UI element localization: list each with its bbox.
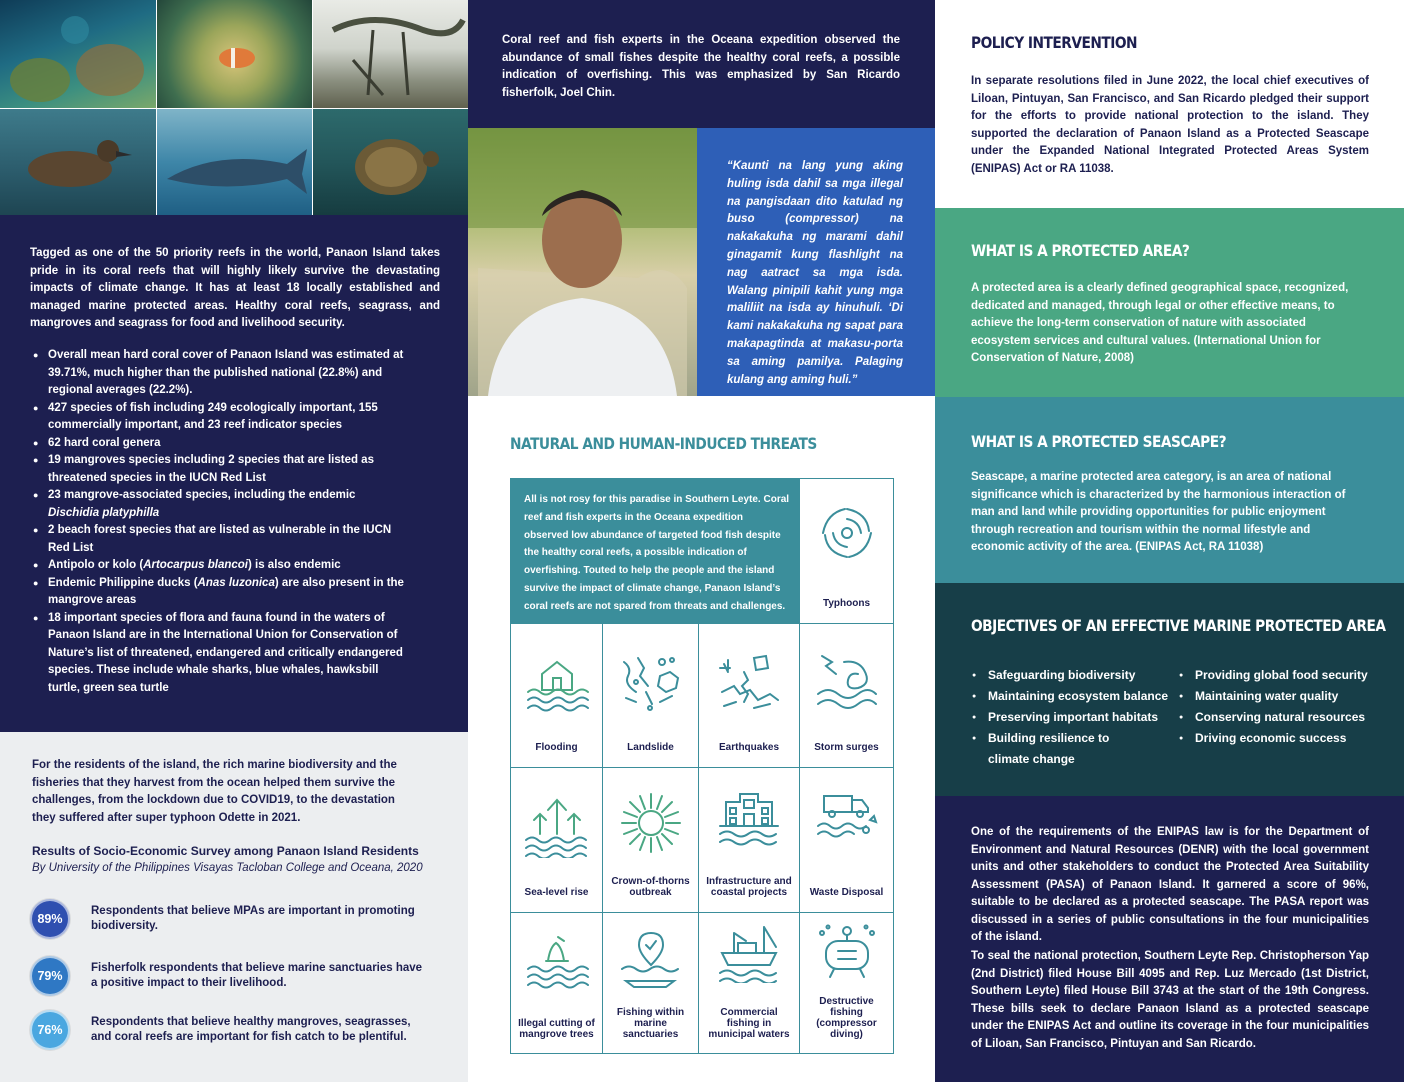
stat-text: Respondents that believe healthy mangroves, seagrasses, and coral reefs are important for fish catch to be plentiful. (91, 1016, 411, 1043)
enipas-text: (PASA) of Panaon Island. It garnered a score of 96%, suitable to be declared as a protected seascape. The PASA report was discussed in a series of public consultations in the four municipalities of the island. (971, 878, 1369, 943)
threat-landslide (603, 624, 699, 768)
island-facts-panel (0, 215, 468, 732)
mpa-objectives-panel (935, 583, 1404, 796)
residents-text: For the residents of the island, the rich marine biodiversity and the fisheries that they harvest from the ocean helped them survive the challenges, from the lockdown due to COVID19, to the devastation they suffered after super typhoon Odette in 2021. (32, 759, 397, 824)
objective-item: ● Driving economic success (1179, 728, 1389, 749)
fact-text: 62 hard coral genera (48, 436, 161, 449)
photo-duck (0, 109, 156, 215)
turtle-shape (313, 109, 468, 215)
intro-text: Tagged as one of the 50 priority reefs in the world, Panaon Island takes pride in its coral reefs that will highly likely survive the devastating impacts of climate change. It has at least 18 locally established and managed marine protected areas. Healthy coral reefs, seagrass, and mangroves and seagrass for food and livelihood security. (30, 247, 440, 329)
threat-label: Storm surges (814, 742, 879, 753)
policy-heading: POLICY INTERVENTION (971, 33, 1138, 52)
enipas-text: To seal the national protection, (971, 950, 1145, 962)
stat-text: Fisherfolk respondents that believe marine sanctuaries have a positive impact to their livelihood. (91, 962, 423, 989)
protected-area-heading: WHAT IS A PROTECTED AREA? (971, 241, 1190, 260)
duck-shape (0, 109, 156, 215)
threat-label: Illegal cutting of mangrove trees (518, 1018, 595, 1040)
fact-species-name: Artocarpus blancoi (143, 559, 248, 571)
policy-text: In separate resolutions filed in June 2022, the local chief executives of Liloan, Pintuyan, San Francisco, and San Ricardo pledged their support for the efforts to provide national protection to the island. They supported the declaration of Panaon Island as a Protected Seascape under the Expanded National Integrated Protected Areas System (ENIPAS) Act or RA 11038. (971, 75, 1369, 175)
fact-text: ) are also present in the mangrove areas (48, 576, 404, 606)
rep-mercado: Rep. Luz Mercado (1194, 967, 1297, 980)
threat-label: Earthquakes (718, 742, 780, 753)
coral-shapes (0, 0, 156, 108)
fact-iucn-species (32, 610, 412, 698)
threat-storm-surges (800, 624, 894, 768)
threats-intro-box (511, 479, 800, 624)
fact-coral-genera (32, 435, 412, 453)
threat-label: Commercial fishing in municipal waters (708, 1007, 790, 1040)
threat-label: Flooding (535, 742, 578, 753)
fact-ducks (32, 575, 412, 610)
threat-sea-level-rise (511, 768, 603, 913)
threat-typhoons (800, 479, 894, 624)
protected-area-text: A protected area is a clearly defined geographical space, recognized, dedicated and managed, through legal or other effective means, to achieve the long-term conservation of nature with associated ecosystem services and cultural values. (International Union for Conservation of Nature, 2008) (971, 282, 1349, 364)
threat-infrastructure (699, 768, 800, 913)
fact-text: Antipolo or kolo ( (48, 559, 144, 571)
threats-grid (510, 478, 894, 1054)
threat-label: Infrastructure and coastal projects (706, 876, 792, 898)
protected-area-panel (935, 208, 1404, 397)
threats-heading: NATURAL AND HUMAN-INDUCED THREATS (510, 434, 817, 453)
stat-mpa-biodiversity (30, 899, 431, 939)
fact-text: Overall mean hard coral cover of Panaon Island was estimated at 39.71%, much higher than the published national (22.8%) and regional averages (22.2%). (48, 349, 404, 396)
stat-badge: 89% (30, 899, 70, 939)
fact-mangrove-associated (32, 487, 412, 522)
threat-earthquakes (699, 624, 800, 768)
seascape-heading: WHAT IS A PROTECTED SEASCAPE? (971, 432, 1227, 451)
typhoon-icon (817, 503, 877, 563)
earthquake-icon (714, 652, 784, 714)
compressor-icon (814, 923, 880, 983)
threat-crown-of-thorns (603, 768, 699, 913)
objectives-list-left (972, 665, 1172, 770)
objective-item: ● Maintaining water quality (1179, 686, 1389, 707)
threat-label: Typhoons (822, 598, 871, 609)
survey-byline: By University of the Philippines Visayas Tacloban College and Oceana, 2020 (32, 862, 423, 874)
objectives-list-right (1179, 665, 1389, 749)
threat-label: Landslide (627, 742, 674, 753)
threat-label: Sea-level rise (524, 887, 589, 898)
fact-text: 18 important species of flora and fauna found in the waters of Panaon Island are in the International Union for Conservation of Nature’s list of threatened, endangered and critically endangered species. These include whale sharks, blue whales, hawksbill turtle, green sea turtle (48, 611, 403, 694)
photo-mangroves (313, 0, 468, 108)
mangrove-trunk-icon (524, 931, 590, 991)
fact-coral-cover (32, 347, 412, 400)
survey-title: Results of Socio-Economic Survey among Panaon Island Residents (32, 844, 419, 858)
photo-anemone-fish (157, 0, 312, 108)
fact-mangroves (32, 452, 412, 487)
shark-shape (157, 109, 312, 215)
policy-intervention-panel (935, 0, 1404, 208)
threat-label: Destructive fishing (compressor diving) (816, 996, 877, 1040)
enipas-text: (1st District, Southern Leyte) filed House Bill 3743 at the start of the 19th Congress. These bills seek to declare Panaon Island as a protected seascape under the ENIPAS Act and outline its coverage in the four municipalities of Liloan, San Francisco, Pintuyan and San Ricardo. (971, 967, 1369, 1050)
fact-text: ) is also endemic (248, 559, 341, 571)
fishing-boat-icon (716, 923, 782, 983)
fact-antipolo (32, 557, 412, 575)
stat-badge: 76% (30, 1010, 70, 1050)
fact-species-name: Anas luzonica (197, 576, 275, 589)
photo-coral-reef (0, 0, 156, 108)
landslide-icon (616, 652, 686, 714)
waste-truck-icon (814, 786, 880, 846)
pasa-name: Protected Area Suitability Assessment (971, 861, 1369, 891)
threat-label: Fishing within marine sanctuaries (616, 1007, 685, 1040)
storm-surge-icon (814, 652, 880, 714)
threat-destructive-fishing (800, 913, 894, 1054)
fact-species-name: Dischidia platyphilla (48, 506, 160, 519)
threat-waste (800, 768, 894, 913)
fisherfolk-quote-panel (697, 128, 935, 396)
threat-label: Waste Disposal (809, 887, 884, 898)
seascape-text: Seascape, a marine protected area category, is an area of national significance which is characterized by the harmonious interaction of man and land while providing opportunities for public enjoyment through recreation and tourism within the normal lifestyle and economic activity of the area. (ENIPAS Act, RA 11038) (971, 471, 1346, 553)
expedition-text: Coral reef and fish experts in the Oceana expedition observed the abundance of small fishes despite the healthy coral reefs, a possible indication of overfishing. This was emphasized by San Ricardo fisherfolk, Joel Chin. (502, 34, 900, 99)
photo-fisherfolk-joel-chin (468, 128, 697, 396)
objective-item: ● Safeguarding biodiversity (972, 665, 1172, 686)
objective-item: ● Conserving natural resources (1179, 707, 1389, 728)
enipas-panel (935, 796, 1404, 1082)
enipas-text: (2nd District) filed House Bill 4095 and (971, 967, 1195, 980)
building-icon (716, 786, 782, 846)
photo-whale-shark (157, 109, 312, 215)
objective-item: ● Maintaining ecosystem balance (972, 686, 1172, 707)
stat-habitats-fish-catch (30, 1010, 431, 1050)
enipas-paragraph-1 (971, 824, 1369, 947)
threat-flooding (511, 624, 603, 768)
threats-intro-text: All is not rosy for this paradise in Southern Leyte. Coral reef and fish experts in the Oceana expedition observed low abundance of targeted food fish despite the healthy coral reefs, a possible indication of overfishing. Touted to help the people and the island survive the impact of climate change, Panaon Island’s coral reefs are not spared from threats and challenges. (524, 494, 790, 612)
threat-fishing-sanctuaries (603, 913, 699, 1054)
objective-item: ● Preserving important habitats (972, 707, 1172, 728)
fact-text: Endemic Philippine ducks ( (48, 576, 198, 589)
enipas-paragraph-2 (971, 948, 1369, 1053)
mangrove-shape (313, 0, 468, 108)
fact-text: 2 beach forest species that are listed as vulnerable in the IUCN Red List (48, 524, 392, 554)
stat-sanctuaries-livelihood (30, 956, 431, 996)
fact-beach-forest (32, 522, 412, 557)
rep-yap: Southern Leyte Rep. Christopherson Yap (1144, 950, 1369, 962)
facts-list (32, 347, 412, 697)
expedition-panel (468, 0, 935, 128)
fish-shape (157, 0, 312, 108)
fact-text: 23 mangrove-associated species, including the endemic (48, 489, 356, 501)
fact-text: 19 mangroves species including 2 species that are listed as threatened species in the IUCN Red List (48, 454, 374, 484)
flood-house-icon (522, 652, 592, 712)
objective-item: ● Providing global food security (1179, 665, 1389, 686)
person-shape (468, 128, 697, 396)
photo-sea-turtle (313, 109, 468, 215)
fisherfolk-quote: “Kaunti na lang yung aking huling isda dahil sa mga illegal na pangisdaan dito katulad ng buso (compressor) na nakakakuha ng marami dahil ginagamit kung flashlight na nag aatract sa mga isda. Walang pinipili kahit yung mga maliliit na isda ay hinuhuli. ‘Di kami nakakakuha ng sapat para makapagtinda at makasu-porta sa aming pamilya. Palaging kulang ang aming huli.” (727, 160, 903, 386)
protected-seascape-panel (935, 397, 1404, 583)
objectives-heading: OBJECTIVES OF AN EFFECTIVE MARINE PROTECTED AREA (971, 616, 1386, 635)
threat-label: Crown-of-thorns outbreak (611, 876, 690, 898)
fact-text: 427 species of fish including 249 ecologically important, 155 commercially important, and 23 reef indicator species (48, 401, 378, 431)
threat-commercial-fishing (699, 913, 800, 1054)
stat-badge: 79% (30, 956, 70, 996)
enipas-text: One of the requirements of the ENIPAS law is for the Department of Environment and Natural Resources (DENR) with the local government units and other stakeholders to conduct the (971, 826, 1369, 873)
objective-item: ● Building resilience to climate change (972, 728, 1122, 770)
stat-text: Respondents that believe MPAs are important in promoting biodiversity. (91, 905, 415, 932)
fishing-location-icon (618, 929, 684, 989)
starfish-icon (618, 790, 684, 856)
fact-fish-species (32, 400, 412, 435)
threat-mangrove-cutting (511, 913, 603, 1054)
survey-panel (0, 732, 468, 1082)
sea-level-rise-icon (522, 796, 592, 858)
